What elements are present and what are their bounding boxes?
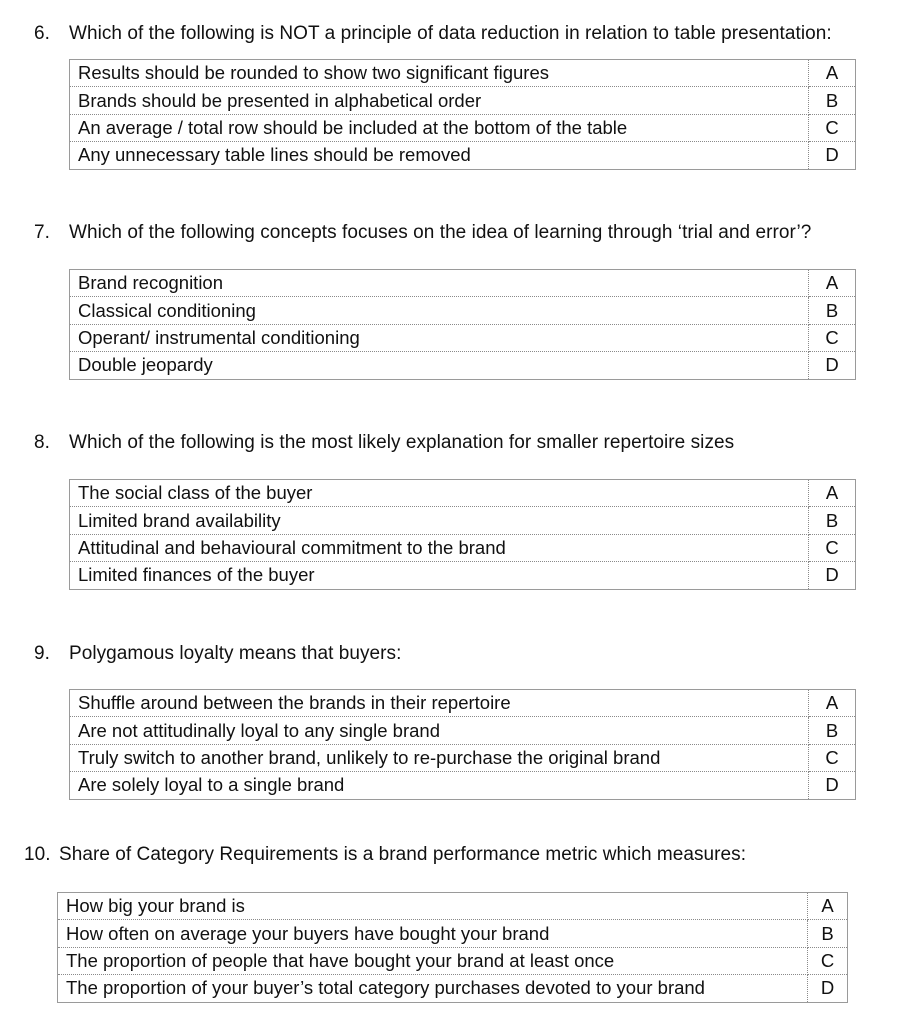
question-number: 6. (34, 23, 50, 44)
table-row (70, 744, 856, 771)
option-text: An average / total row should be included at the bottom of the table (70, 114, 809, 141)
option-text: Classical conditioning (70, 297, 809, 324)
options-table (69, 479, 856, 590)
option-text: The proportion of people that have bought your brand at least once (58, 947, 808, 974)
table-row (58, 947, 848, 974)
option-letter: C (809, 534, 856, 561)
table-row (70, 690, 856, 717)
table-row (58, 975, 848, 1002)
question-text (34, 432, 734, 454)
option-letter: B (809, 297, 856, 324)
option-text: Limited finances of the buyer (70, 562, 809, 589)
option-text: Attitudinal and behavioural commitment to the brand (70, 534, 809, 561)
option-letter: D (809, 772, 856, 799)
table-row (58, 920, 848, 947)
table-row (70, 324, 856, 351)
option-text: Double jeopardy (70, 352, 809, 379)
option-letter: A (809, 690, 856, 717)
question-prompt: Share of Category Requirements is a brand performance metric which measures: (59, 844, 747, 865)
option-letter: D (808, 975, 848, 1002)
table-row (70, 87, 856, 114)
question-text (34, 643, 401, 665)
table-row (58, 893, 848, 920)
question-number: 7. (34, 222, 50, 243)
question-number: 8. (34, 432, 50, 453)
option-text: The proportion of your buyer’s total category purchases devoted to your brand (58, 975, 808, 1002)
question-text (34, 23, 832, 45)
table-row (70, 562, 856, 589)
option-text: How big your brand is (58, 893, 808, 920)
table-row (70, 270, 856, 297)
table-row (70, 534, 856, 561)
option-letter: C (809, 744, 856, 771)
options-table (69, 59, 856, 170)
question-prompt: Polygamous loyalty means that buyers: (69, 643, 402, 664)
options-table (69, 689, 856, 800)
option-text: The social class of the buyer (70, 480, 809, 507)
question-text (24, 844, 746, 866)
question-prompt: Which of the following is the most likely explanation for smaller repertoire sizes (69, 432, 735, 453)
option-text: Results should be rounded to show two significant figures (70, 60, 809, 87)
option-letter: C (809, 324, 856, 351)
option-letter: A (808, 893, 848, 920)
option-text: How often on average your buyers have bought your brand (58, 920, 808, 947)
question-prompt: Which of the following is NOT a principle of data reduction in relation to table presentation: (69, 23, 832, 44)
option-text: Limited brand availability (70, 507, 809, 534)
options-table (69, 269, 856, 380)
options-table (57, 892, 848, 1003)
option-text: Are solely loyal to a single brand (70, 772, 809, 799)
option-text: Truly switch to another brand, unlikely to re-purchase the original brand (70, 744, 809, 771)
option-letter: A (809, 60, 856, 87)
table-row (70, 507, 856, 534)
option-letter: C (808, 947, 848, 974)
table-row (70, 60, 856, 87)
table-row (70, 772, 856, 799)
option-letter: B (808, 920, 848, 947)
option-letter: C (809, 114, 856, 141)
option-letter: B (809, 507, 856, 534)
option-letter: B (809, 87, 856, 114)
option-letter: D (809, 562, 856, 589)
option-letter: A (809, 270, 856, 297)
question-text (34, 222, 811, 244)
table-row (70, 114, 856, 141)
option-letter: D (809, 352, 856, 379)
table-row (70, 480, 856, 507)
option-letter: D (809, 142, 856, 169)
question-number: 9. (34, 643, 50, 664)
table-row (70, 142, 856, 169)
option-text: Any unnecessary table lines should be removed (70, 142, 809, 169)
option-letter: B (809, 717, 856, 744)
question-number: 10. (24, 844, 51, 865)
option-text: Brands should be presented in alphabetical order (70, 87, 809, 114)
option-letter: A (809, 480, 856, 507)
table-row (70, 352, 856, 379)
table-row (70, 297, 856, 324)
option-text: Operant/ instrumental conditioning (70, 324, 809, 351)
option-text: Brand recognition (70, 270, 809, 297)
table-row (70, 717, 856, 744)
option-text: Are not attitudinally loyal to any single brand (70, 717, 809, 744)
question-prompt: Which of the following concepts focuses on the idea of learning through ‘trial and error’? (69, 222, 812, 243)
option-text: Shuffle around between the brands in their repertoire (70, 690, 809, 717)
